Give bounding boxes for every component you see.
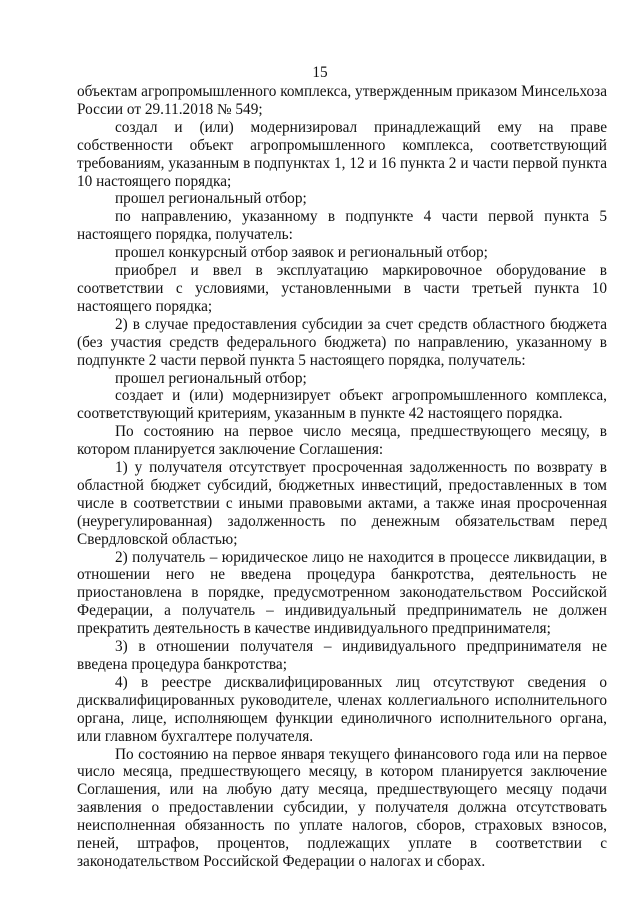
paragraph: 3) в отношении получателя – индивидуального предпринимателя не введена процедура банкротства;: [77, 638, 607, 673]
paragraph: По состоянию на первое января текущего финансового года или на первое число месяца, предшествующего месяцу, в котором планируется заключение Соглашения, или на любую дату месяца, предшествующего месяцу подачи заявления о предоставлении субсидии, у получателя должна отсутствовать неисполненная обязанность по уплате налогов, сборов, страховых взносов, пеней, штрафов, процентов, подлежащих уплате в соответствии с законодательством Российской Федерации о налогах и сборах.: [77, 745, 607, 870]
document-body: [77, 83, 607, 871]
paragraph: создает и (или) модернизирует объект агропромышленного комплекса, соответствующий критериям, указанным в пункте 42 настоящего порядка.: [77, 387, 607, 423]
paragraph: прошел региональный отбор;: [115, 369, 307, 387]
paragraph: 2) в случае предоставления субсидии за счет средств областного бюджета (без участия средств федерального бюджета) по направлению, указанному в подпункте 2 части первой пункта 5 настоящего порядка, получатель:: [77, 315, 607, 369]
paragraph: 1) у получателя отсутствует просроченная задолженность по возврату в областной бюджет субсидий, бюджетных инвестиций, предоставленных в том числе в соответствии с иными правовыми актами, а также иная просроченная (неурегулированная) задолженность по денежным обязательствам перед Свердловской областью;: [77, 459, 607, 548]
paragraph: создал и (или) модернизировал принадлежащий ему на праве собственности объект агропромышленного комплекса, соответствующий требованиям, указанным в подпунктах 1, 12 и 16 пункта 2 и части первой пункта 10 настоящего порядка;: [77, 118, 607, 190]
paragraph: приобрел и ввел в эксплуатацию маркировочное оборудование в соответствии с условиями, установленными в части третьей пункта 10 настоящего порядка;: [77, 262, 607, 315]
paragraph: прошел конкурсный отбор заявок и региональный отбор;: [115, 244, 488, 262]
page-number: 15: [312, 64, 328, 81]
paragraph: 2) получатель – юридическое лицо не находится в процессе ликвидации, в отношении него не введена процедура банкротства, деятельность не приостановлена в порядке, предусмотренном законодательством Российской Федерации, а получатель – индивидуальный предприниматель не должен прекратить деятельность в качестве индивидуального предпринимателя;: [77, 548, 607, 638]
paragraph: 4) в реестре дисквалифицированных лиц отсутствуют сведения о дисквалифицированных руководителе, членах коллегиального исполнительного органа, лице, исполняющем функции единоличного исполнительного органа, или главном бухгалтере получателя.: [77, 673, 607, 745]
paragraph: по направлению, указанному в подпункте 4 части первой пункта 5 настоящего порядка, получатель:: [77, 208, 607, 244]
paragraph: По состоянию на первое число месяца, предшествующего месяцу, в котором планируется заключение Соглашения:: [77, 423, 607, 459]
paragraph: объектам агропромышленного комплекса, утвержденным приказом Минсельхоза России от 29.11.2018 № 549;: [77, 83, 607, 118]
paragraph: прошел региональный отбор;: [115, 190, 307, 208]
